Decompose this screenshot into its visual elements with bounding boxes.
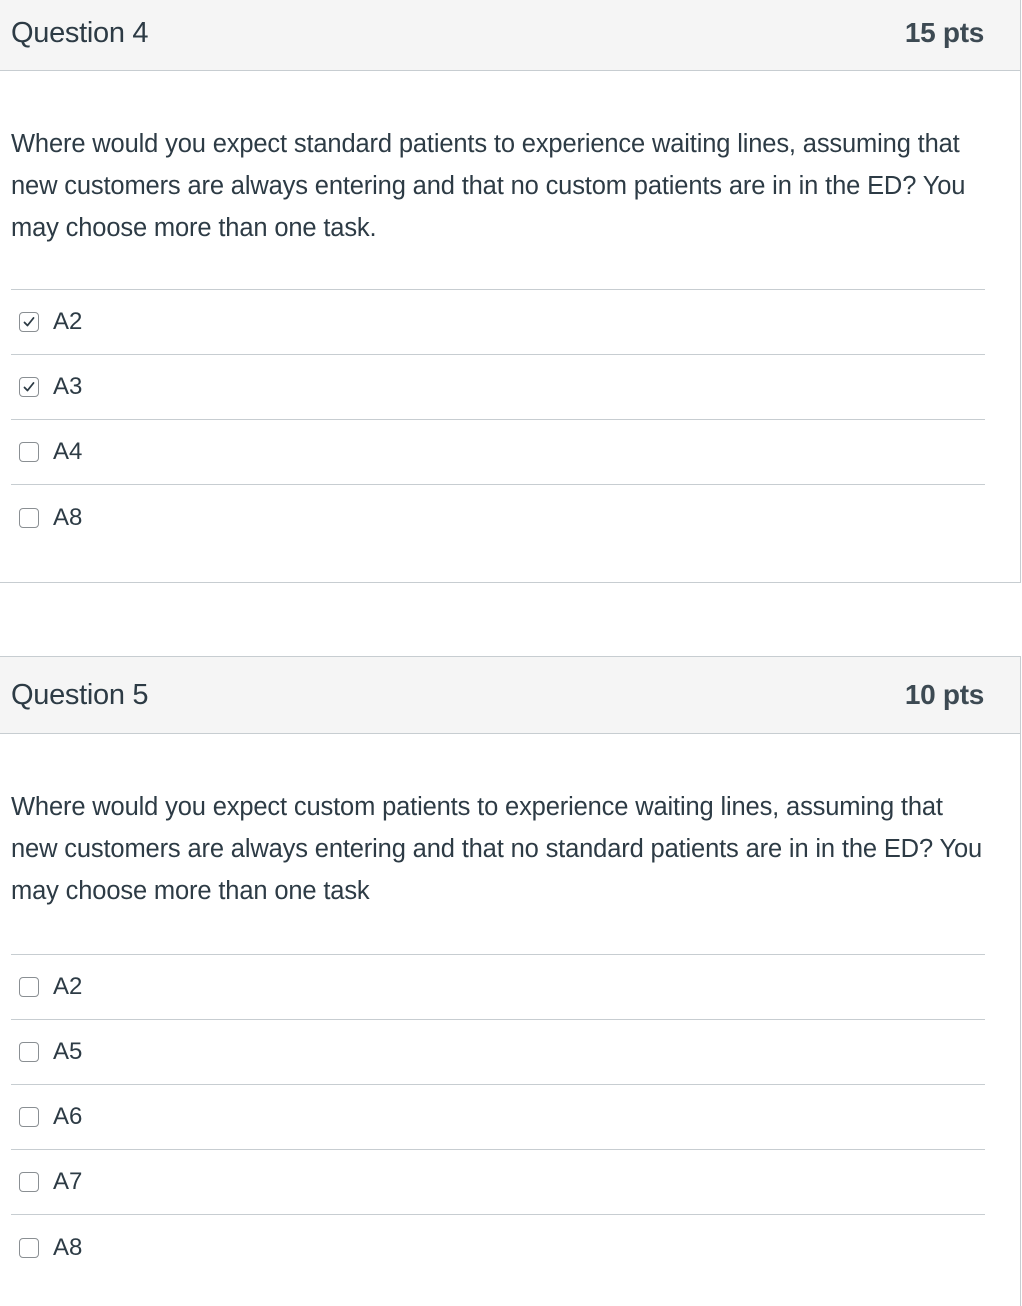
question-header <box>0 657 1020 734</box>
answer-option[interactable] <box>11 290 985 355</box>
answer-label: A4 <box>53 438 83 465</box>
checkbox[interactable] <box>19 1238 39 1258</box>
question-5-card <box>0 656 1021 1306</box>
answer-list <box>11 954 985 1280</box>
checkbox[interactable] <box>19 377 39 397</box>
question-header <box>0 0 1020 71</box>
answer-option[interactable] <box>11 1215 985 1280</box>
question-title: Question 4 <box>11 16 149 49</box>
answer-label: A5 <box>53 1038 83 1065</box>
question-4-card <box>0 0 1021 583</box>
answer-option[interactable] <box>11 1020 985 1085</box>
answer-label: A8 <box>53 1233 83 1261</box>
answer-option[interactable] <box>11 420 985 485</box>
answer-label: A2 <box>53 973 83 1000</box>
answer-label: A7 <box>53 1168 83 1195</box>
question-text: Where would you expect standard patients to experience waiting lines, assuming that new customers are always entering and that no custom patients are in in the ED? You may choose more than one task. <box>11 130 966 242</box>
question-text: Where would you expect custom patients to experience waiting lines, assuming that new customers are always entering and that no standard patients are in in the ED? You may choose more than one task <box>11 793 983 905</box>
checkbox[interactable] <box>19 1107 39 1127</box>
answer-label: A3 <box>53 373 83 400</box>
checkbox[interactable] <box>19 1172 39 1192</box>
answer-option[interactable] <box>11 355 985 420</box>
answer-label: A8 <box>53 503 83 531</box>
checkbox[interactable] <box>19 312 39 332</box>
checkbox[interactable] <box>19 977 39 997</box>
checkbox[interactable] <box>19 442 39 462</box>
question-title: Question 5 <box>11 678 149 711</box>
checkbox[interactable] <box>19 1042 39 1062</box>
answer-list <box>11 289 985 550</box>
answer-label: A6 <box>53 1103 83 1130</box>
answer-option[interactable] <box>11 1085 985 1150</box>
checkbox[interactable] <box>19 508 39 528</box>
question-points: 15 pts <box>904 17 984 48</box>
checkmark-icon <box>22 315 36 329</box>
answer-option[interactable] <box>11 1150 985 1215</box>
answer-option[interactable] <box>11 485 985 550</box>
answer-label: A2 <box>53 308 83 335</box>
answer-option[interactable] <box>11 955 985 1020</box>
checkmark-icon <box>22 380 36 394</box>
question-points: 10 pts <box>904 679 984 710</box>
